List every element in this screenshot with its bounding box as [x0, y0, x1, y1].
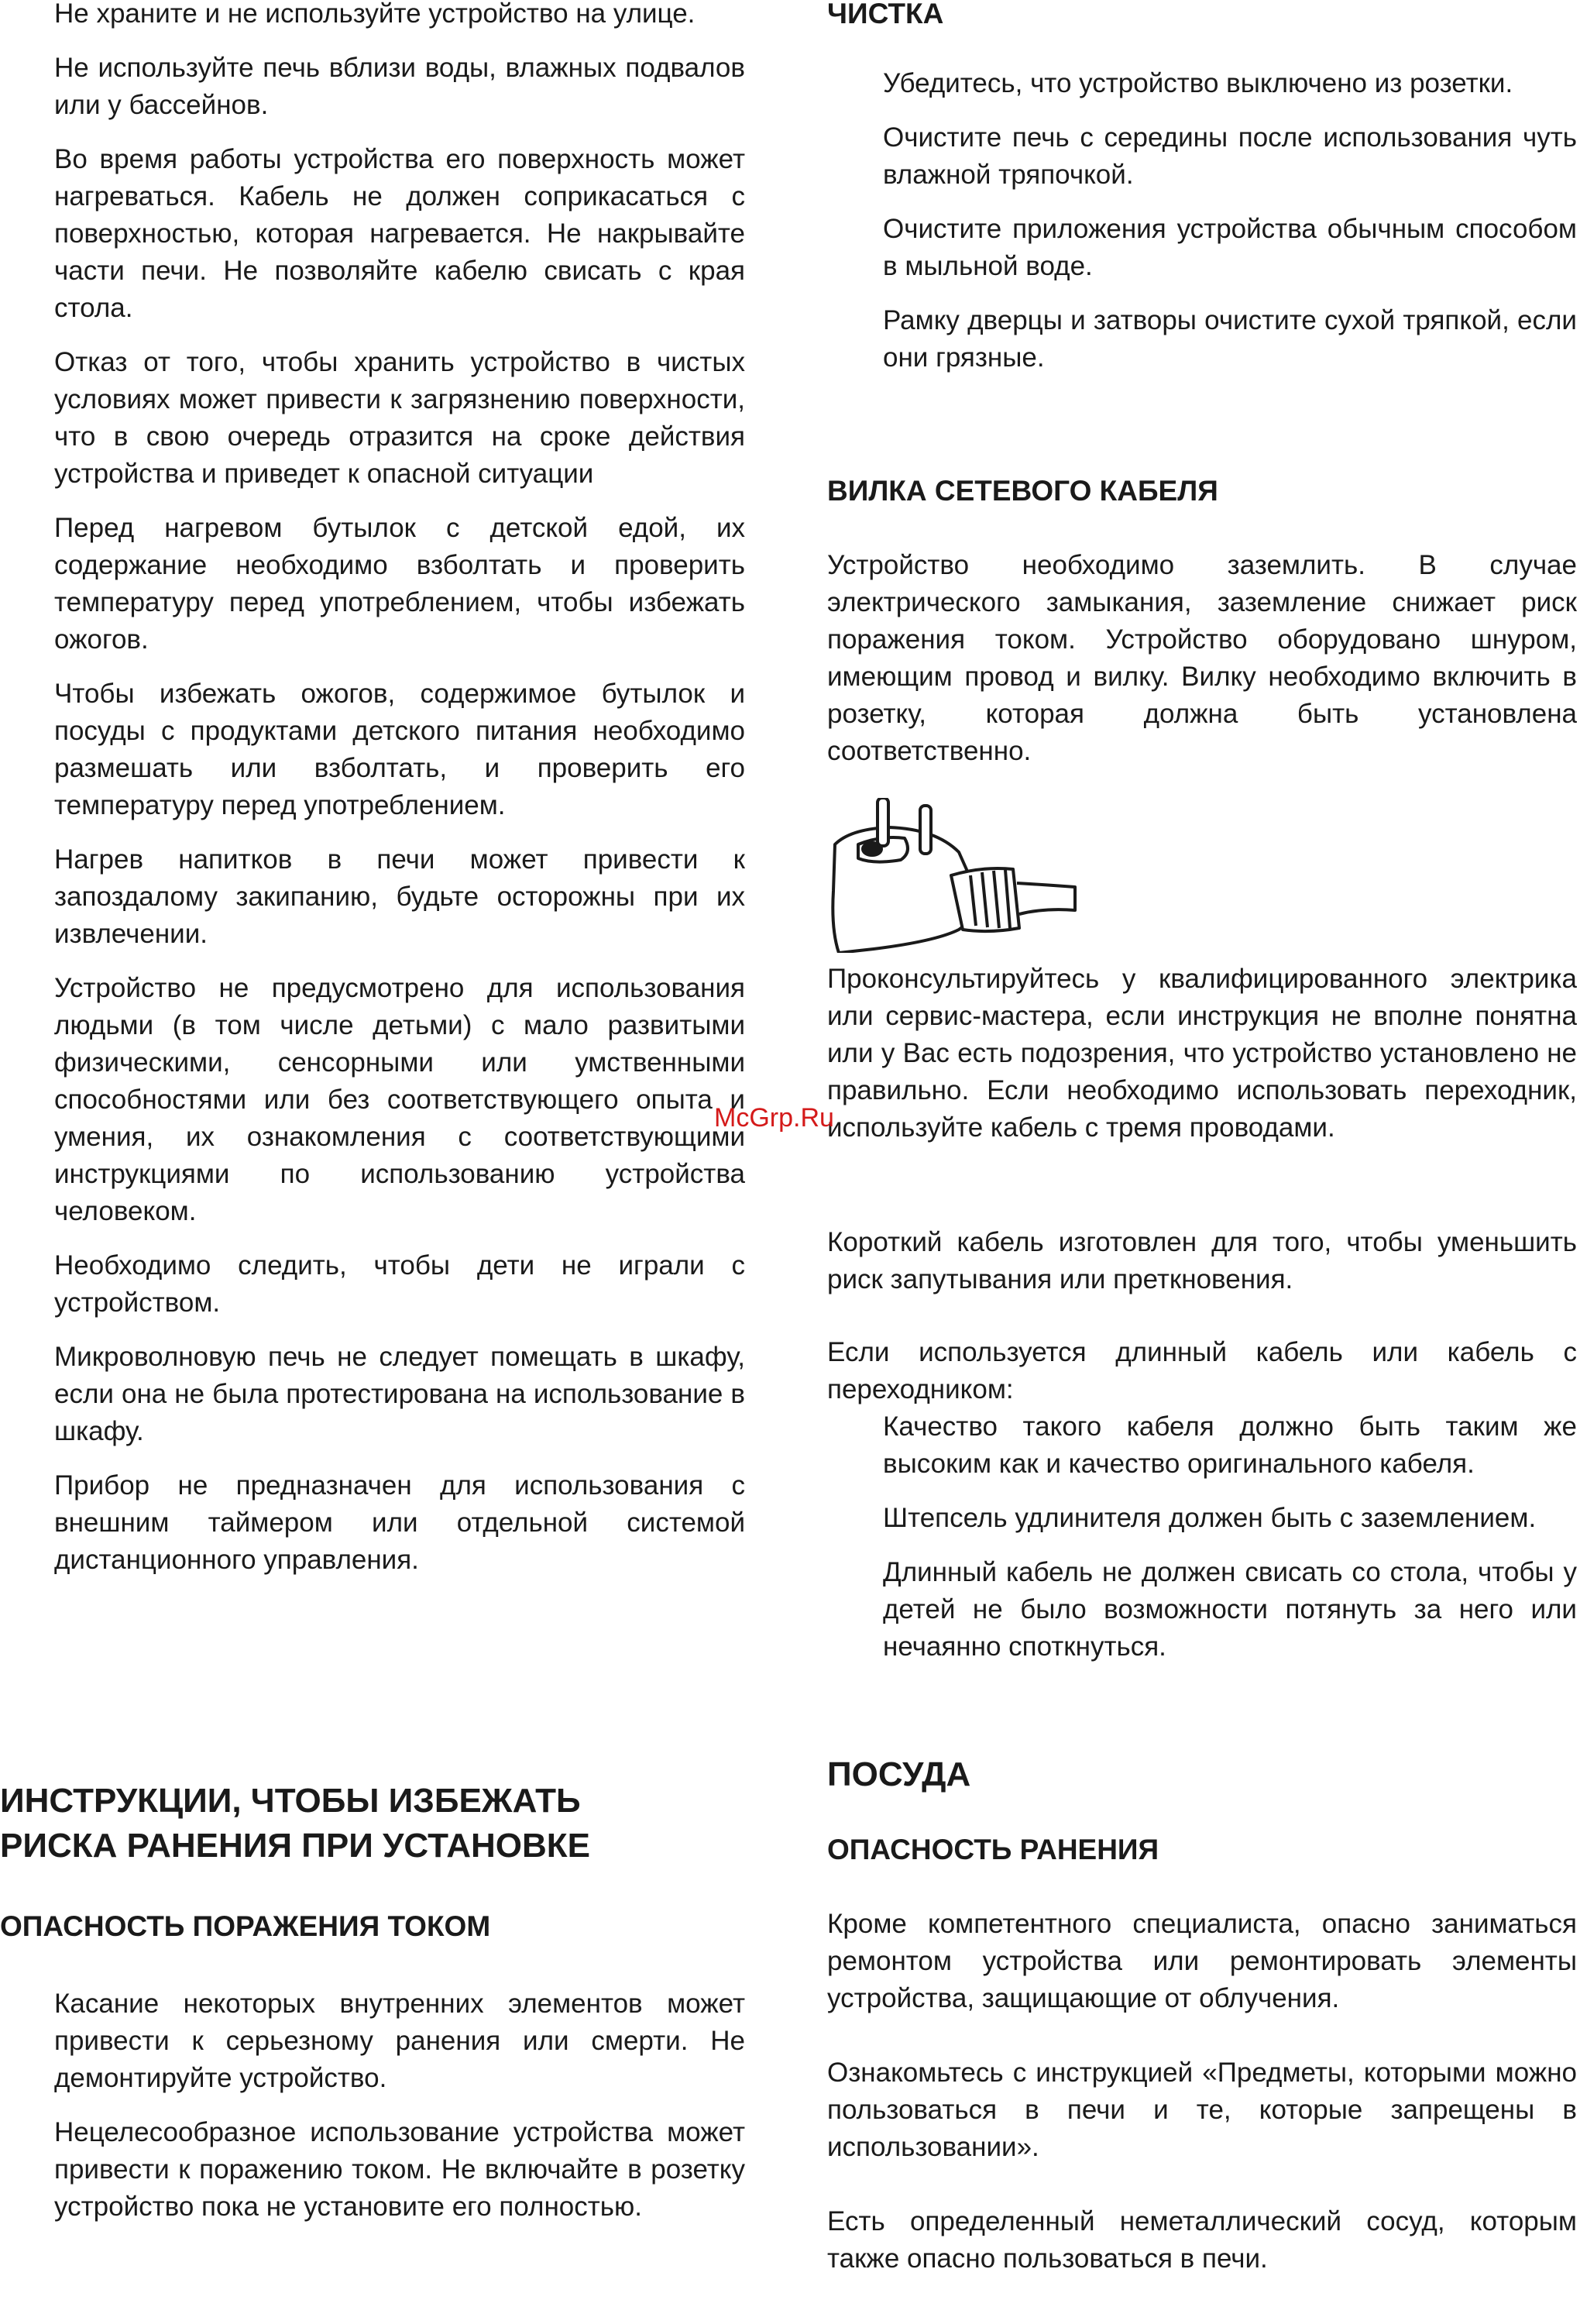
paragraph: Чтобы избежать ожогов, содержимое бутылок и посуды с продуктами детского питания необходимо размешать или взболтать, и проверить его температуру перед употреблением. [54, 679, 745, 820]
paragraph: Кроме компетентного специалиста, опасно заниматься ремонтом устройства или ремонтировать элементы устройства, защищающие от облучения. [827, 1909, 1577, 2013]
paragraph: Касание некоторых внутренних элементов может привести к серьезному ранения или смерти. Не демонтируйте устройство. [54, 1989, 745, 2093]
dishes-block [827, 1906, 1577, 2278]
paragraph: Необходимо следить, чтобы дети не играли с устройством. [54, 1250, 745, 1318]
paragraph: Перед нагревом бутылок с детской едой, их содержание необходимо взболтать и проверить температуру перед употреблением, чтобы избежать ожогов. [54, 513, 745, 655]
plug-illustration [827, 798, 1083, 953]
injury-title: ОПАСНОСТЬ РАНЕНИЯ [827, 1834, 1159, 1865]
list-item: Рамку дверцы и затворы очистите сухой тряпкой, если они грязные. [883, 305, 1577, 373]
section-title-line1: ИНСТРУКЦИИ, ЧТОБЫ ИЗБЕЖАТЬ [0, 1782, 581, 1820]
subsection-title: ОПАСНОСТЬ ПОРАЖЕНИЯ ТОКОМ [0, 1910, 491, 1942]
list-item: Качество такого кабеля должно быть таким же высоким как и качество оригинального кабеля. [883, 1411, 1577, 1479]
shock-block [54, 1985, 745, 2243]
paragraph: Устройство необходимо заземлить. В случае электрического замыкания, заземление снижает риск поражения током. Устройство оборудовано шнуром, имеющим провод и вилку. Вилку необходимо включить в розетку, которая должна быть установлена соответственно. [827, 550, 1577, 766]
list-item: Убедитесь, что устройство выключено из розетки. [883, 68, 1513, 98]
paragraph: Короткий кабель изготовлен для того, чтобы уменьшить риск запутывания или преткновения. [827, 1227, 1577, 1294]
long-cable-block [827, 1334, 1577, 1666]
cleaning-list [827, 65, 1577, 376]
paragraph: Если используется длинный кабель или кабель с переходником: [827, 1337, 1577, 1404]
section-title [0, 1779, 744, 1868]
list-item: Штепсель удлинителя должен быть с заземлением. [883, 1503, 1537, 1533]
consult-block [827, 961, 1577, 1147]
paragraph: Отказ от того, чтобы хранить устройство в чистых условиях может привести к загрязнению поверхности, что в свою очередь отразится на сроке действия устройства и приведет к опасной ситуации [54, 347, 745, 489]
plug-title: ВИЛКА СЕТЕВОГО КАБЕЛЯ [827, 475, 1218, 507]
paragraph: Проконсультируйтесь у квалифицированного электрика или сервис-мастера, если инструкция не вполне понятна или у Вас есть подозрения, что устройство установлено не правильно. Если необходимо использовать переходник, используйте кабель с тремя проводами. [827, 964, 1577, 1143]
list-item: Очистите приложения устройства обычным способом в мыльной воде. [883, 214, 1577, 281]
paragraph: Микроволновую печь не следует помещать в шкафу, если она не была протестирована на использование в шкафу. [54, 1342, 745, 1446]
dishes-title: ПОСУДА [827, 1755, 971, 1793]
watermark: McGrp.Ru [714, 1103, 834, 1133]
list-item: Очистите печь с середины после использования чуть влажной тряпочкой. [883, 122, 1577, 190]
section-title-line2: РИСКА РАНЕНИЯ ПРИ УСТАНОВКЕ [0, 1827, 590, 1865]
short-cable-block [827, 1224, 1577, 1298]
paragraph: Есть определенный неметаллический сосуд, которым также опасно пользоваться в печи. [827, 2206, 1577, 2274]
paragraph: Устройство не предусмотрено для использования людьми (в том числе детьми) с мало развитыми физическими, сенсорными или умственными способностями или без соответствующего опыта и умения, их ознакомления с соответствующими инструкциями по использованию устройства человеком. [54, 973, 745, 1226]
paragraph: Прибор не предназначен для использования с внешним таймером или отдельной системой дистанционного управления. [54, 1470, 745, 1575]
paragraph: Во время работы устройства его поверхность может нагреваться. Кабель не должен соприкасаться с поверхностью, которая нагревается. Не накрывайте части печи. Не позволяйте кабелю свисать с края стола. [54, 144, 745, 323]
left-column [54, 0, 745, 1596]
cleaning-title: ЧИСТКА [827, 0, 944, 29]
list-item: Длинный кабель не должен свисать со стола, чтобы у детей не было возможности потянуть за него или нечаянно споткнуться. [883, 1557, 1577, 1662]
paragraph: Ознакомьтесь с инструкцией «Предметы, которыми можно пользоваться в печи и те, которые запрещены в использовании». [827, 2058, 1577, 2162]
paragraph: Нецелесообразное использование устройства может привести к поражению током. Не включайте в розетку устройство пока не установите его полностью. [54, 2117, 745, 2222]
paragraph: Не используйте печь вблизи воды, влажных подвалов или у бассейнов. [54, 53, 745, 120]
plug-block [827, 547, 1577, 770]
paragraph: Не храните и не используйте устройство на улице. [54, 0, 696, 29]
paragraph: Нагрев напитков в печи может привести к запоздалому закипанию, будьте осторожны при их извлечении. [54, 844, 745, 949]
